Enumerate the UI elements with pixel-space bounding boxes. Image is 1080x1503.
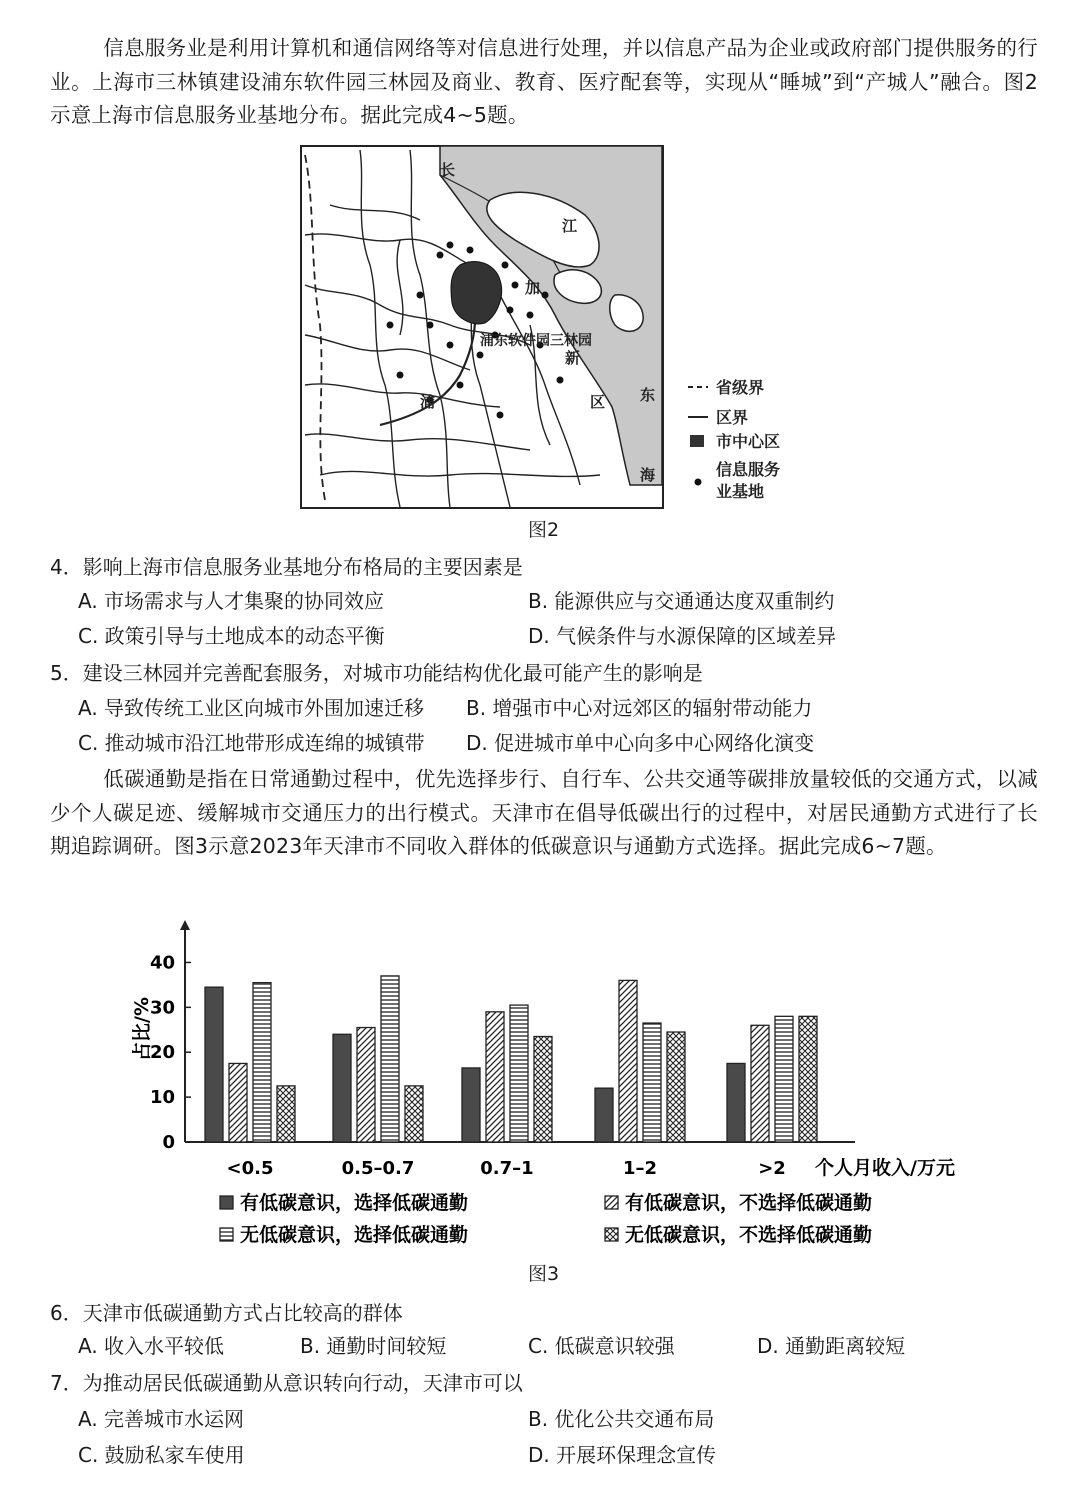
city-center-area: [451, 261, 502, 323]
bar-3-0: [595, 1088, 613, 1142]
map-label-jiang: 江: [562, 217, 578, 235]
y-axis-label: 占比/%: [131, 997, 153, 1061]
legend-center-swatch: [690, 435, 704, 447]
x-tick-label-3: 1–2: [622, 1158, 658, 1179]
legend-label-0: 有低碳意识，选择低碳通勤: [240, 1192, 469, 1214]
q4-option-d[interactable]: D. 气候条件与水源保障的区域差异: [528, 624, 837, 648]
x-tick-label-0: <0.5: [226, 1158, 274, 1179]
q4-option-c[interactable]: C. 政策引导与土地成本的动态平衡: [78, 624, 385, 648]
map-label-pu: 浦: [420, 393, 436, 411]
legend-dot-swatch: [695, 479, 702, 486]
q4-option-b[interactable]: B. 能源供应与交通通达度双重制约: [528, 589, 835, 613]
bar-2-1: [486, 1012, 504, 1142]
question-4-stem: 4．影响上海市信息服务业基地分布格局的主要因素是: [50, 555, 523, 579]
bar-3-3: [667, 1032, 685, 1142]
bar-1-0: [333, 1034, 351, 1142]
legend-swatch-1: [605, 1196, 618, 1209]
q7-option-d[interactable]: D. 开展环保理念宣传: [528, 1443, 717, 1467]
legend-city-center: 市中心区: [716, 432, 781, 451]
bar-2-3: [534, 1037, 552, 1142]
x-tick-label-1: 0.5–0.7: [341, 1158, 415, 1179]
chart-bars: [205, 976, 817, 1142]
y-tick-label-2: 20: [149, 1042, 175, 1064]
map-label-hai: 海: [640, 466, 656, 484]
x-axis-label: 个人月收入/万元: [815, 1157, 955, 1179]
q7-option-c[interactable]: C. 鼓励私家车使用: [78, 1443, 245, 1467]
bar-0-3: [277, 1086, 295, 1142]
bar-0-1: [229, 1063, 247, 1142]
map-label-qu: 区: [590, 393, 606, 411]
bar-1-3: [405, 1086, 423, 1142]
chart-x-ticks: [227, 1156, 955, 1179]
chart-legend: [220, 1191, 872, 1246]
legend-swatch-3: [605, 1228, 618, 1241]
q5-option-a[interactable]: A. 导致传统工业区向城市外围加速迁移: [78, 696, 425, 720]
legend-district-border: 区界: [716, 408, 749, 427]
legend-label-1: 有低碳意识，不选择低碳通勤: [625, 1192, 873, 1214]
bar-0-2: [253, 983, 271, 1142]
q6-option-a[interactable]: A. 收入水平较低: [78, 1334, 225, 1358]
q5-option-d[interactable]: D. 促进城市单中心向多中心网络化演变: [466, 731, 815, 755]
legend-provincial-border: 省级界: [716, 378, 765, 397]
question-5-stem: 5．建设三林园并完善配套服务，对城市功能结构优化最可能产生的影响是: [50, 661, 703, 685]
bar-1-2: [381, 976, 399, 1142]
map-label-sanlin: 浦东软件园三林园: [480, 333, 592, 349]
bar-4-1: [751, 1025, 769, 1142]
q5-option-c[interactable]: C. 推动城市沿江地带形成连绵的城镇带: [78, 731, 425, 755]
q6-option-b[interactable]: B. 通勤时间较短: [300, 1334, 447, 1358]
map-label-chang: 长: [440, 161, 456, 179]
q6-option-c[interactable]: C. 低碳意识较强: [528, 1334, 675, 1358]
legend-swatch-2: [220, 1228, 233, 1241]
map-label-jia: 加: [525, 279, 541, 297]
x-tick-label-4: >2: [758, 1158, 786, 1179]
shanghai-map: [300, 145, 800, 510]
intro-paragraph-1: 信息服务业是利用计算机和通信网络等对信息进行处理，并以信息产品为企业或政府部门提供服务的行业。上海市三林镇建设浦东软件园三林园及商业、教育、医疗配套等，实现从“睡城”到“产城人”融合。图2示意上海市信息服务业基地分布。据此完成4~5题。: [50, 36, 1038, 127]
figure-2-caption: 图2: [528, 519, 560, 541]
q5-option-b[interactable]: B. 增强市中心对远郊区的辐射带动能力: [466, 696, 813, 720]
bar-2-0: [462, 1068, 480, 1142]
legend-label-2: 无低碳意识，选择低碳通勤: [240, 1224, 469, 1246]
bar-2-2: [510, 1005, 528, 1142]
bar-1-1: [357, 1028, 375, 1142]
intro-paragraph-2: 低碳通勤是指在日常通勤过程中，优先选择步行、自行车、公共交通等碳排放量较低的交通方式，以减少个人碳足迹、缓解城市交通压力的出行模式。天津市在倡导低碳出行的过程中，对居民通勤方式进行了长期追踪调研。图3示意2023年天津市不同收入群体的低碳意识与通勤方式选择。据此完成6~7题。: [50, 767, 1038, 858]
y-tick-label-0: 0: [162, 1132, 175, 1153]
bar-0-0: [205, 987, 223, 1142]
q6-option-d[interactable]: D. 通勤距离较短: [757, 1334, 906, 1358]
bar-3-1: [619, 980, 637, 1142]
bar-4-3: [799, 1016, 817, 1142]
bar-3-2: [643, 1023, 661, 1142]
y-tick-label-4: 40: [149, 952, 175, 974]
question-6-stem: 6．天津市低碳通勤方式占比较高的群体: [50, 1301, 403, 1325]
bar-4-0: [727, 1063, 745, 1142]
legend-base-line1: 信息服务: [716, 460, 781, 479]
q7-option-b[interactable]: B. 优化公共交通布局: [528, 1407, 715, 1431]
map-legend: [688, 378, 780, 501]
figure-3-caption: 图3: [528, 1263, 560, 1285]
commute-bar-chart: [100, 910, 1000, 1260]
q7-option-a[interactable]: A. 完善城市水运网: [78, 1407, 245, 1431]
y-tick-label-1: 10: [149, 1087, 175, 1109]
map-label-dong: 东: [640, 386, 656, 404]
bar-4-2: [775, 1016, 793, 1142]
q4-option-a[interactable]: A. 市场需求与人才集聚的协同效应: [78, 589, 385, 613]
y-tick-label-3: 30: [149, 997, 175, 1019]
legend-label-3: 无低碳意识，不选择低碳通勤: [625, 1224, 873, 1246]
y-axis-arrow: [180, 920, 190, 930]
shanghai-map-figure: [300, 145, 800, 510]
legend-swatch-0: [220, 1196, 233, 1209]
commute-chart-figure: [100, 910, 1000, 1260]
legend-base-line2: 业基地: [716, 482, 765, 501]
map-label-xin: 新: [565, 349, 581, 367]
question-7-stem: 7．为推动居民低碳通勤从意识转向行动，天津市可以: [50, 1371, 523, 1395]
x-tick-label-2: 0.7–1: [480, 1158, 534, 1179]
